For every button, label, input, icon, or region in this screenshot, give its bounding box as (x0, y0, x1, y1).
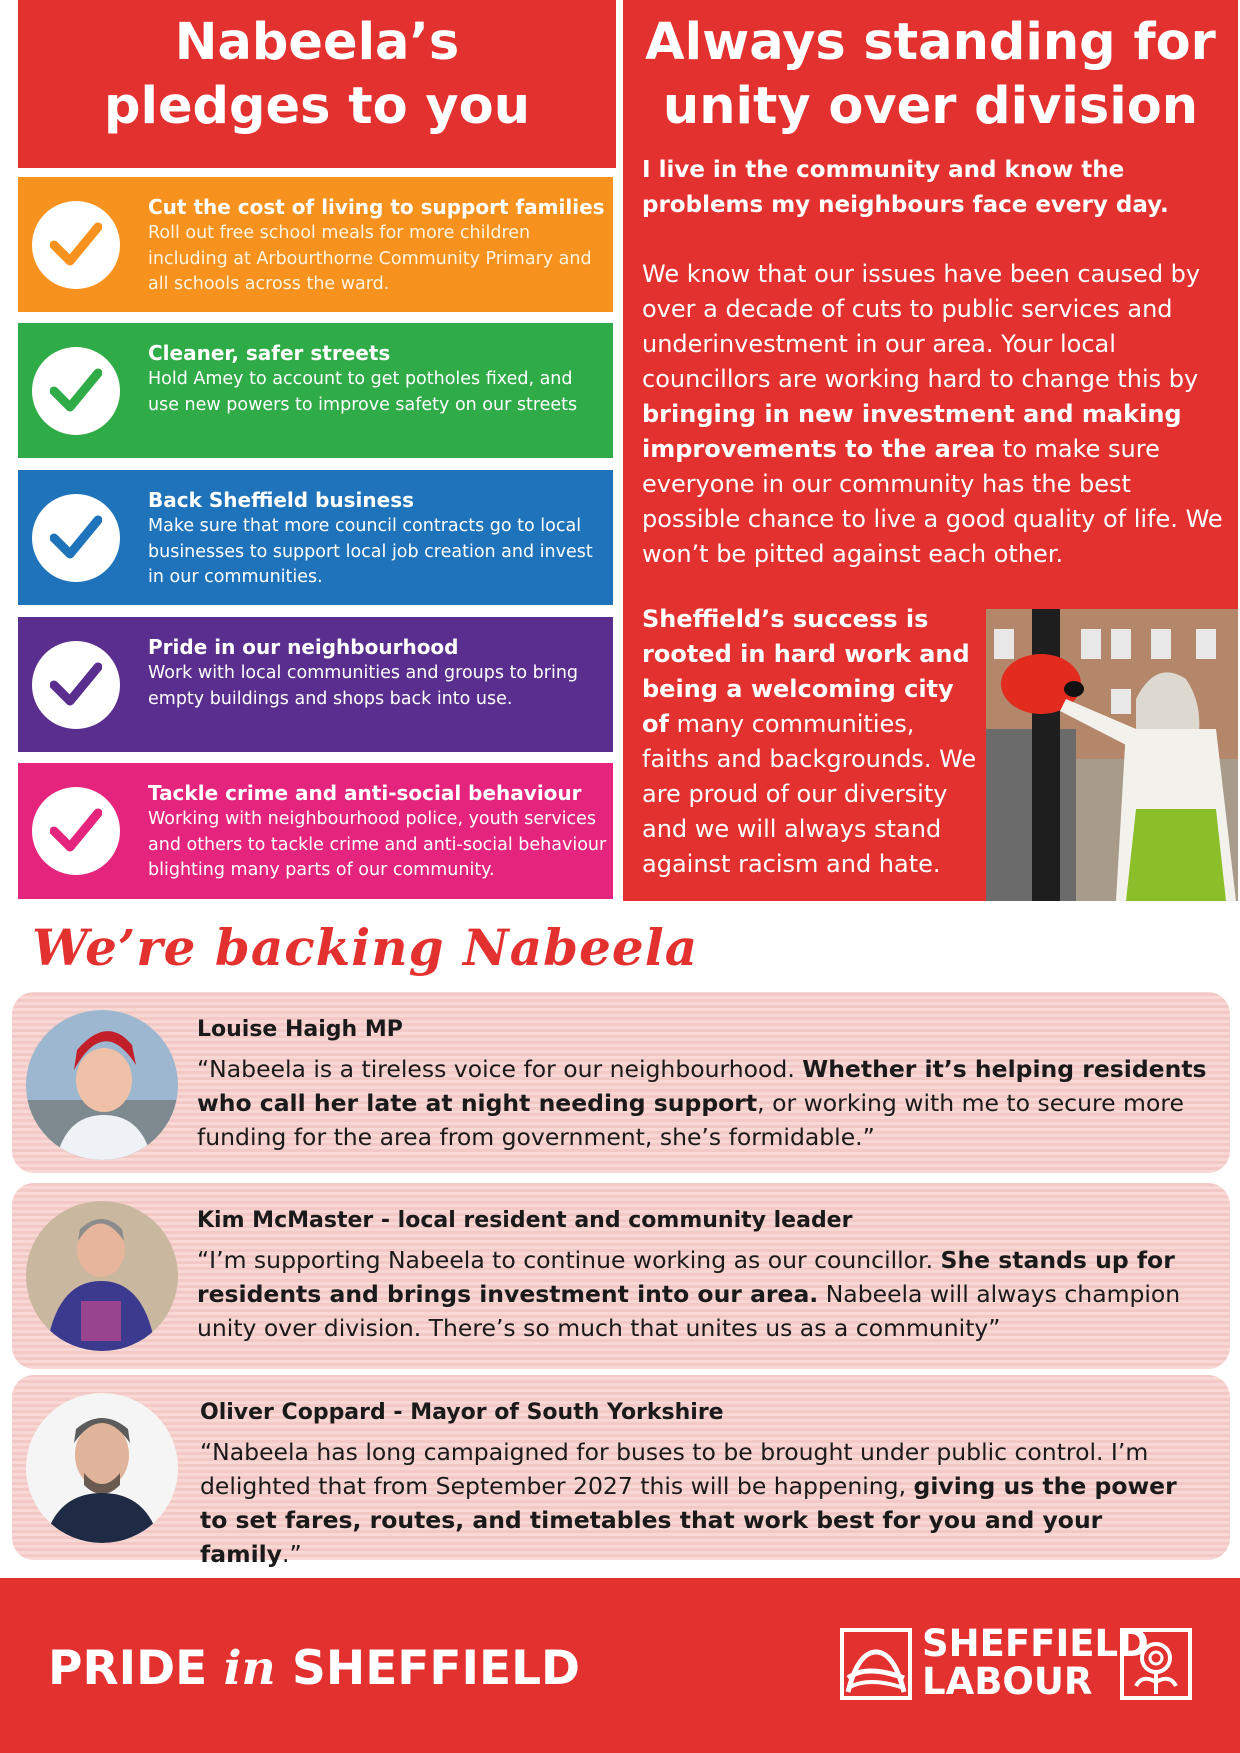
endorser-name: Oliver Coppard - Mayor of South Yorkshire (200, 1400, 724, 1425)
endorsement-card-oliver (12, 1375, 1230, 1568)
pledge-body: Work with local communities and groups to bring empty buildings and shops back into use. (148, 663, 579, 709)
pride-in-sheffield (48, 1641, 580, 1696)
unity-title-line2: unity over division (662, 77, 1199, 136)
avatar (26, 1393, 178, 1543)
quote-part1: “Nabeela is a tireless voice for our neighbourhood. (197, 1055, 803, 1083)
quote-bold: She stands up for residents and brings investment into our area. (197, 1246, 1175, 1308)
pledge-title: Tackle crime and anti-social behaviour (148, 781, 582, 805)
success-rest: many communities, faiths and backgrounds. We are proud of our diversity and we will always stand against racism and hate. (642, 710, 977, 878)
quote-part1: “Nabeela has long campaigned for buses to be brought under public control. I’m delighted that from September 2027 this will be happening, (200, 1438, 1149, 1500)
pledge-body: Make sure that more council contracts go to local businesses to support local job creation and invest in our communities. (148, 516, 593, 587)
endorser-quote (197, 1243, 1210, 1345)
pledge-tackle-crime (18, 763, 613, 899)
avatar (26, 1201, 178, 1351)
pledges-title-line2: pledges to you (103, 77, 531, 136)
pledge-body: Working with neighbourhood police, youth services and others to tackle crime and anti-social behaviour blighting many parts of our community. (148, 809, 607, 880)
poppy-photo (986, 609, 1238, 901)
pledge-sheffield-business (18, 470, 613, 605)
success-text (642, 602, 987, 882)
endorser-quote (200, 1435, 1210, 1571)
labour-mark-icon (840, 1628, 912, 1700)
sheffield-word: SHEFFIELD (275, 1641, 581, 1696)
labour-wordmark (922, 1622, 1149, 1703)
unity-title-line1: Always standing for (645, 13, 1216, 72)
unity-body-part1: We know that our issues have been caused by over a decade of cuts to public services and underinvestment in our area. Your local councillors are working hard to change this by (642, 260, 1201, 393)
unity-body-part2: to make sure everyone in our community has the best possible chance to live a good quality of life. We won’t be pitted against each other. (642, 435, 1223, 568)
pledge-cleaner-streets (18, 323, 613, 458)
endorsement-card-louise (12, 992, 1230, 1173)
footer-banner (0, 1578, 1240, 1753)
quote-part1: “I’m supporting Nabeela to continue working as our councillor. (197, 1246, 941, 1274)
endorsement-card-kim (12, 1183, 1230, 1369)
success-bold: Sheffield’s success is rooted in hard work and being a welcoming city of (642, 605, 970, 738)
check-icon (32, 641, 120, 729)
pledge-title: Cleaner, safer streets (148, 341, 391, 365)
pledge-cost-of-living (18, 177, 613, 312)
pledge-pride-neighbourhood (18, 617, 613, 752)
pledge-title: Pride in our neighbourhood (148, 635, 459, 659)
labour-line2: LABOUR (922, 1660, 1093, 1703)
pride-word: PRIDE (48, 1641, 224, 1696)
endorser-name: Kim McMaster - local resident and community leader (197, 1208, 853, 1233)
backing-title: We’re backing Nabeela (32, 918, 699, 977)
avatar (26, 1010, 178, 1160)
quote-part2: .” (282, 1540, 302, 1568)
pledge-body: Hold Amey to account to get potholes fixed, and use new powers to improve safety on our streets (148, 369, 578, 415)
quote-part2: Nabeela will always champion unity over division. There’s so much that unites us as a community” (197, 1280, 1181, 1342)
pledges-title-line1: Nabeela’s (174, 13, 460, 72)
sheffield-labour-logo (840, 1622, 1192, 1708)
endorser-name: Louise Haigh MP (197, 1017, 403, 1042)
pledge-title: Back Sheffield business (148, 488, 414, 512)
quote-bold: Whether it’s helping residents who call her late at night needing support (197, 1055, 1207, 1117)
unity-body-bold: bringing in new investment and making improvements to the area (642, 400, 1182, 463)
check-icon (32, 201, 120, 289)
unity-intro: I live in the community and know the problems my neighbours face every day. (642, 157, 1169, 218)
in-word: in (223, 1641, 276, 1696)
check-icon (32, 787, 120, 875)
pledge-title: Cut the cost of living to support families (148, 195, 605, 219)
check-icon (32, 494, 120, 582)
quote-bold: giving us the power to set fares, routes, and timetables that work best for you and your family (200, 1472, 1177, 1568)
rose-icon (1120, 1628, 1192, 1700)
pledge-body: Roll out free school meals for more children including at Arbourthorne Community Primary and all schools across the ward. (148, 223, 592, 294)
unity-body (642, 257, 1232, 572)
endorser-quote (197, 1052, 1210, 1154)
unity-heading (623, 11, 1238, 139)
quote-part2: , or working with me to secure more funding for the area from government, she’s formidable.” (197, 1089, 1184, 1151)
pledges-heading (18, 0, 616, 168)
check-icon (32, 347, 120, 435)
labour-line1: SHEFFIELD (922, 1622, 1149, 1665)
